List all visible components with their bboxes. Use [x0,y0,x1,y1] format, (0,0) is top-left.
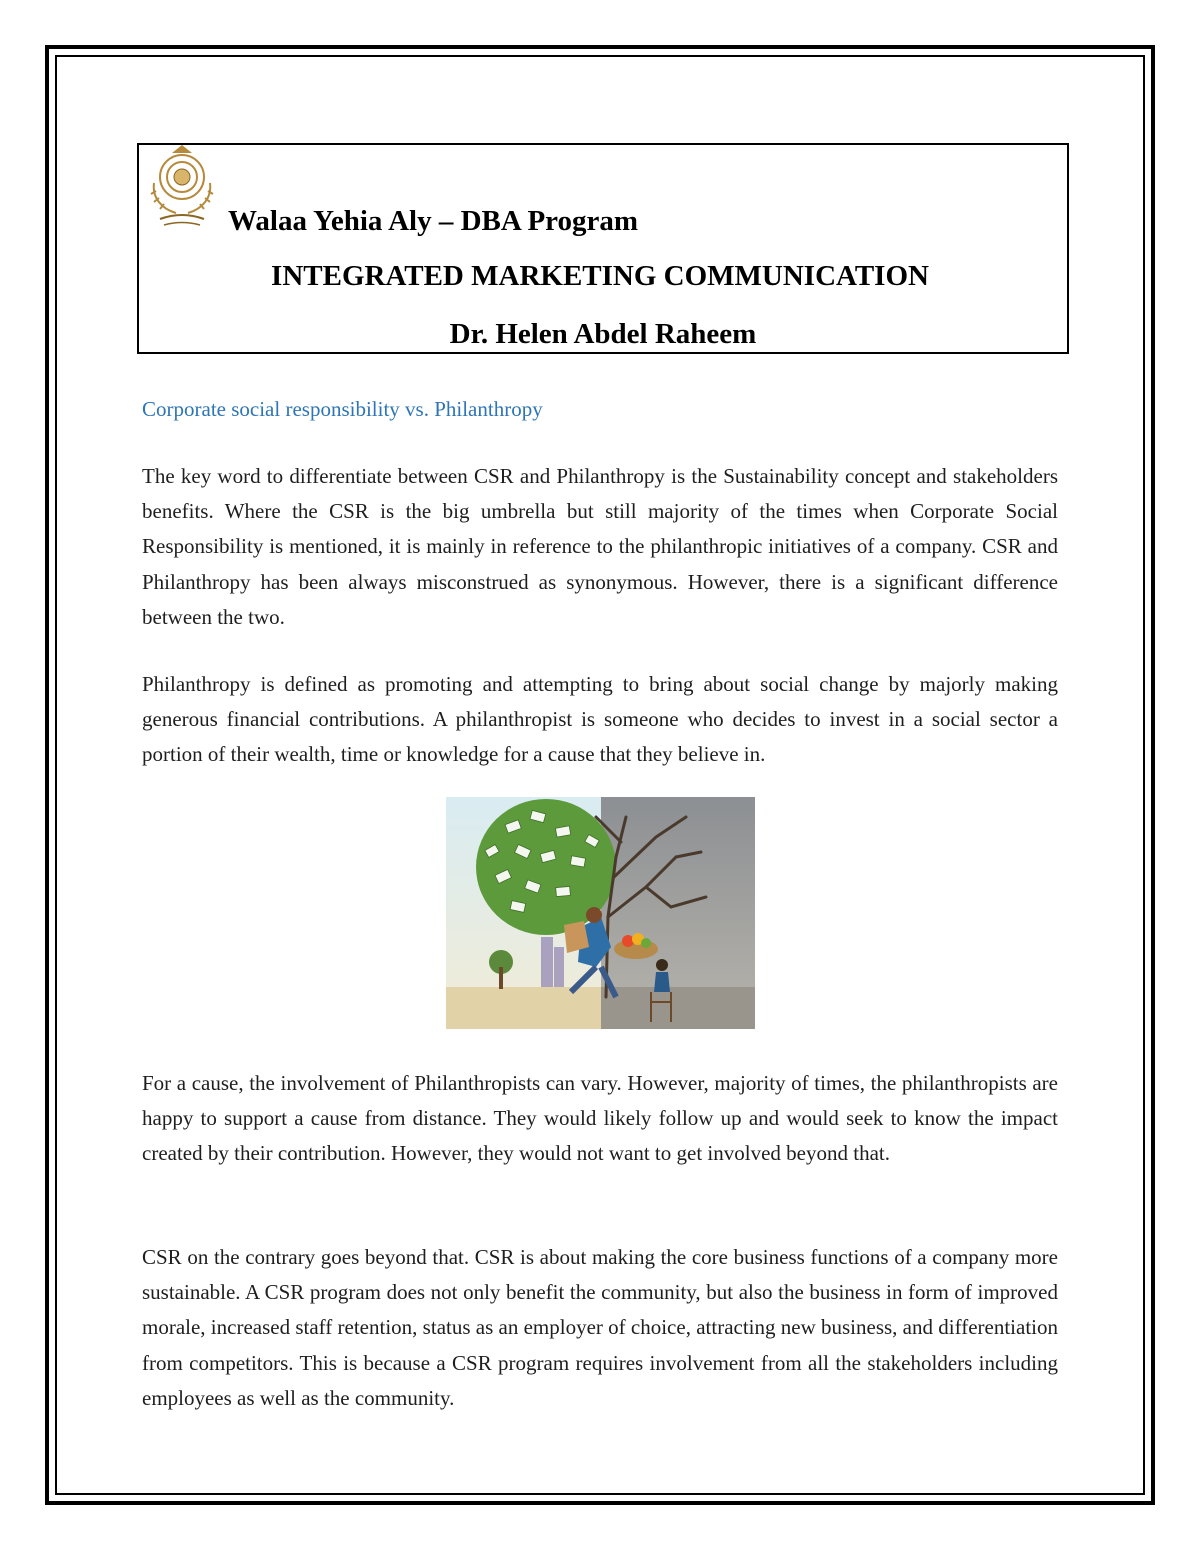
paragraph-csr-vs-philanthropy: The key word to differentiate between CSR and Philanthropy is the Sustainability concept and stakeholders benefits. Where the CSR is the big umbrella but still majority of the times when Corporate Social Responsibility is mentioned, it is mainly in reference to the philanthropic initiatives of a company. CSR and Philanthropy has been always misconstrued as synonymous. However, there is a significant difference between the two. [142,464,1058,629]
instructor-name: Dr. Helen Abdel Raheem [449,318,757,350]
course-title: INTEGRATED MARKETING COMMUNICATION [271,260,929,292]
paragraph-csr-beyond: CSR on the contrary goes beyond that. CSR is about making the core business functions of a company more sustainable. A CSR program does not only benefit the community, but also the business in form of improved morale, increased staff retention, status as an employer of choice, attracting new business, and differentiation from competitors. This is because a CSR program requires involvement from all the stakeholders including employees as well as the community. [142,1245,1058,1410]
philanthropy-illustration [446,797,755,1029]
author-program-line: Walaa Yehia Aly – DBA Program [228,205,639,237]
paragraph-philanthropist-involvement: For a cause, the involvement of Philanthropists can vary. However, majority of times, the philanthropists are happy to support a cause from distance. They would likely follow up and would seek to know the impact created by their contribution. However, they would not want to get involved beyond that. [142,1071,1058,1166]
university-seal-icon [142,143,228,233]
section-subtitle: Corporate social responsibility vs. Philanthropy [142,397,543,421]
paragraph-philanthropy-definition: Philanthropy is defined as promoting and attempting to bring about social change by majorly making generous financial contributions. A philanthropist is someone who decides to invest in a social sector a portion of their wealth, time or knowledge for a cause that they believe in. [142,672,1058,767]
